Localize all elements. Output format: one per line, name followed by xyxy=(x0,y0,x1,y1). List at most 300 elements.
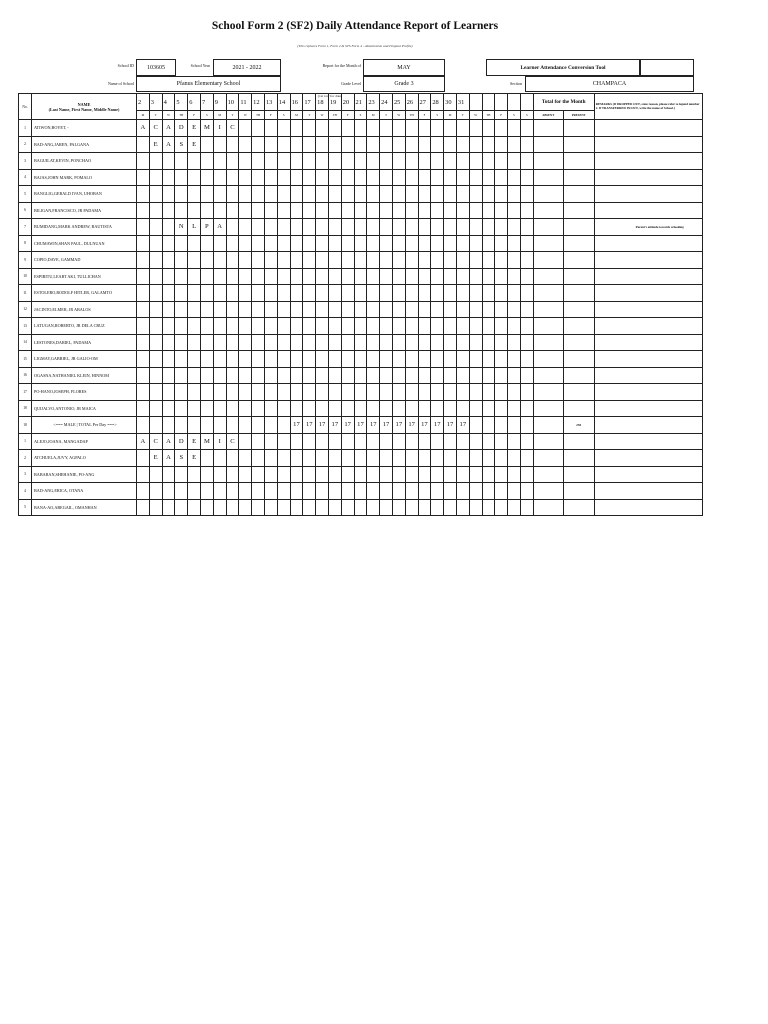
attendance-cell[interactable] xyxy=(149,169,162,186)
attendance-cell[interactable] xyxy=(367,169,380,186)
attendance-cell[interactable] xyxy=(418,400,431,417)
attendance-cell[interactable] xyxy=(520,219,533,236)
attendance-cell[interactable] xyxy=(175,268,188,285)
attendance-cell[interactable] xyxy=(495,169,508,186)
attendance-cell[interactable] xyxy=(175,285,188,302)
attendance-cell[interactable] xyxy=(418,136,431,153)
attendance-cell[interactable] xyxy=(469,450,482,467)
attendance-cell[interactable]: C xyxy=(149,120,162,137)
attendance-cell[interactable] xyxy=(341,202,354,219)
attendance-cell[interactable] xyxy=(469,367,482,384)
attendance-cell[interactable] xyxy=(431,466,444,483)
attendance-cell[interactable] xyxy=(392,301,405,318)
attendance-cell[interactable] xyxy=(137,483,150,500)
attendance-cell[interactable] xyxy=(418,367,431,384)
attendance-cell[interactable] xyxy=(162,466,175,483)
attendance-cell[interactable] xyxy=(431,334,444,351)
attendance-cell[interactable] xyxy=(405,466,418,483)
attendance-cell[interactable] xyxy=(264,301,277,318)
attendance-cell[interactable] xyxy=(456,351,469,368)
attendance-cell[interactable] xyxy=(431,400,444,417)
attendance-cell[interactable] xyxy=(328,186,341,203)
attendance-cell[interactable] xyxy=(444,235,457,252)
attendance-cell[interactable] xyxy=(367,466,380,483)
attendance-cell[interactable] xyxy=(341,433,354,450)
attendance-cell[interactable] xyxy=(316,268,329,285)
remarks-cell[interactable] xyxy=(594,351,702,368)
attendance-cell[interactable] xyxy=(495,384,508,401)
attendance-cell[interactable] xyxy=(290,334,303,351)
attendance-cell[interactable] xyxy=(328,301,341,318)
attendance-cell[interactable] xyxy=(482,367,495,384)
attendance-cell[interactable] xyxy=(264,367,277,384)
attendance-cell[interactable] xyxy=(405,219,418,236)
attendance-cell[interactable] xyxy=(175,169,188,186)
attendance-cell[interactable] xyxy=(239,285,252,302)
attendance-cell[interactable]: E xyxy=(188,450,201,467)
attendance-cell[interactable]: C xyxy=(226,433,239,450)
attendance-cell[interactable] xyxy=(520,450,533,467)
attendance-cell[interactable] xyxy=(290,318,303,335)
attendance-cell[interactable] xyxy=(316,483,329,500)
attendance-cell[interactable] xyxy=(508,285,521,302)
attendance-cell[interactable] xyxy=(149,153,162,170)
attendance-cell[interactable] xyxy=(341,318,354,335)
attendance-cell[interactable] xyxy=(137,136,150,153)
attendance-cell[interactable] xyxy=(456,334,469,351)
attendance-cell[interactable] xyxy=(482,153,495,170)
attendance-cell[interactable] xyxy=(213,136,226,153)
attendance-cell[interactable] xyxy=(520,169,533,186)
attendance-cell[interactable] xyxy=(290,450,303,467)
attendance-cell[interactable] xyxy=(520,483,533,500)
attendance-cell[interactable] xyxy=(392,367,405,384)
attendance-cell[interactable]: I xyxy=(213,433,226,450)
attendance-cell[interactable] xyxy=(520,318,533,335)
attendance-cell[interactable] xyxy=(380,400,393,417)
attendance-cell[interactable] xyxy=(213,384,226,401)
attendance-cell[interactable] xyxy=(380,120,393,137)
attendance-cell[interactable] xyxy=(149,334,162,351)
attendance-cell[interactable] xyxy=(264,186,277,203)
attendance-cell[interactable] xyxy=(508,367,521,384)
attendance-cell[interactable] xyxy=(431,351,444,368)
attendance-cell[interactable] xyxy=(290,120,303,137)
attendance-cell[interactable] xyxy=(367,219,380,236)
remarks-cell[interactable]: Parent's attitude towards schooling xyxy=(594,219,702,236)
attendance-cell[interactable] xyxy=(354,433,367,450)
attendance-cell[interactable] xyxy=(175,367,188,384)
attendance-cell[interactable] xyxy=(405,153,418,170)
attendance-cell[interactable] xyxy=(137,384,150,401)
attendance-cell[interactable] xyxy=(213,318,226,335)
attendance-cell[interactable] xyxy=(277,153,290,170)
attendance-cell[interactable] xyxy=(252,285,265,302)
attendance-cell[interactable] xyxy=(200,466,213,483)
remarks-cell[interactable] xyxy=(594,483,702,500)
attendance-cell[interactable] xyxy=(239,433,252,450)
attendance-cell[interactable] xyxy=(316,466,329,483)
attendance-cell[interactable] xyxy=(469,202,482,219)
attendance-cell[interactable] xyxy=(252,499,265,516)
attendance-cell[interactable] xyxy=(188,466,201,483)
attendance-cell[interactable] xyxy=(431,186,444,203)
attendance-cell[interactable] xyxy=(264,235,277,252)
attendance-cell[interactable] xyxy=(354,285,367,302)
attendance-cell[interactable] xyxy=(252,400,265,417)
month-field[interactable]: MAY xyxy=(363,59,445,76)
attendance-cell[interactable] xyxy=(316,235,329,252)
attendance-cell[interactable] xyxy=(264,268,277,285)
remarks-cell[interactable] xyxy=(594,433,702,450)
attendance-cell[interactable] xyxy=(367,499,380,516)
attendance-cell[interactable] xyxy=(188,153,201,170)
attendance-cell[interactable] xyxy=(277,400,290,417)
attendance-cell[interactable] xyxy=(277,120,290,137)
attendance-cell[interactable] xyxy=(239,466,252,483)
attendance-cell[interactable] xyxy=(200,334,213,351)
attendance-cell[interactable] xyxy=(482,433,495,450)
attendance-cell[interactable] xyxy=(200,483,213,500)
attendance-cell[interactable] xyxy=(469,433,482,450)
attendance-cell[interactable] xyxy=(418,186,431,203)
attendance-cell[interactable] xyxy=(444,120,457,137)
attendance-cell[interactable] xyxy=(456,202,469,219)
attendance-cell[interactable] xyxy=(508,202,521,219)
attendance-cell[interactable] xyxy=(200,153,213,170)
attendance-cell[interactable] xyxy=(367,400,380,417)
attendance-cell[interactable] xyxy=(328,268,341,285)
attendance-cell[interactable] xyxy=(354,169,367,186)
attendance-cell[interactable] xyxy=(303,466,316,483)
attendance-cell[interactable] xyxy=(405,433,418,450)
attendance-cell[interactable] xyxy=(200,351,213,368)
attendance-cell[interactable] xyxy=(367,351,380,368)
attendance-cell[interactable] xyxy=(213,450,226,467)
school-year-field[interactable]: 2021 - 2022 xyxy=(213,59,281,76)
attendance-cell[interactable] xyxy=(367,301,380,318)
attendance-cell[interactable]: A xyxy=(162,433,175,450)
attendance-cell[interactable] xyxy=(303,450,316,467)
attendance-cell[interactable] xyxy=(188,285,201,302)
attendance-cell[interactable] xyxy=(239,252,252,269)
remarks-cell[interactable] xyxy=(594,466,702,483)
attendance-cell[interactable] xyxy=(188,384,201,401)
attendance-cell[interactable] xyxy=(456,252,469,269)
attendance-cell[interactable] xyxy=(328,136,341,153)
attendance-cell[interactable] xyxy=(264,351,277,368)
attendance-cell[interactable] xyxy=(213,483,226,500)
attendance-cell[interactable] xyxy=(520,120,533,137)
attendance-cell[interactable] xyxy=(252,219,265,236)
attendance-cell[interactable] xyxy=(252,169,265,186)
attendance-cell[interactable]: D xyxy=(175,433,188,450)
attendance-cell[interactable] xyxy=(495,186,508,203)
attendance-cell[interactable] xyxy=(316,318,329,335)
attendance-cell[interactable] xyxy=(380,169,393,186)
attendance-cell[interactable] xyxy=(239,483,252,500)
attendance-cell[interactable]: P xyxy=(200,219,213,236)
attendance-cell[interactable] xyxy=(469,499,482,516)
attendance-cell[interactable] xyxy=(444,384,457,401)
attendance-cell[interactable] xyxy=(264,153,277,170)
attendance-cell[interactable] xyxy=(316,202,329,219)
attendance-cell[interactable] xyxy=(380,268,393,285)
attendance-cell[interactable] xyxy=(508,351,521,368)
attendance-cell[interactable] xyxy=(162,367,175,384)
attendance-cell[interactable] xyxy=(290,400,303,417)
attendance-cell[interactable] xyxy=(213,268,226,285)
attendance-cell[interactable] xyxy=(482,268,495,285)
attendance-cell[interactable] xyxy=(392,318,405,335)
attendance-cell[interactable] xyxy=(405,351,418,368)
attendance-cell[interactable] xyxy=(405,285,418,302)
attendance-cell[interactable] xyxy=(226,219,239,236)
attendance-cell[interactable] xyxy=(200,499,213,516)
attendance-cell[interactable] xyxy=(456,318,469,335)
attendance-cell[interactable] xyxy=(341,400,354,417)
attendance-cell[interactable] xyxy=(482,235,495,252)
attendance-cell[interactable] xyxy=(367,153,380,170)
attendance-cell[interactable] xyxy=(380,235,393,252)
attendance-cell[interactable] xyxy=(328,153,341,170)
attendance-cell[interactable] xyxy=(354,334,367,351)
attendance-cell[interactable] xyxy=(392,400,405,417)
attendance-cell[interactable] xyxy=(264,466,277,483)
attendance-cell[interactable] xyxy=(239,120,252,137)
attendance-cell[interactable] xyxy=(431,499,444,516)
attendance-cell[interactable] xyxy=(175,318,188,335)
attendance-cell[interactable] xyxy=(392,169,405,186)
attendance-cell[interactable] xyxy=(380,334,393,351)
attendance-cell[interactable] xyxy=(264,400,277,417)
attendance-cell[interactable] xyxy=(508,334,521,351)
attendance-cell[interactable] xyxy=(380,153,393,170)
attendance-cell[interactable] xyxy=(431,483,444,500)
attendance-cell[interactable] xyxy=(290,483,303,500)
attendance-cell[interactable] xyxy=(290,268,303,285)
attendance-cell[interactable] xyxy=(162,384,175,401)
attendance-cell[interactable] xyxy=(277,136,290,153)
attendance-cell[interactable] xyxy=(175,483,188,500)
attendance-cell[interactable] xyxy=(137,186,150,203)
attendance-cell[interactable] xyxy=(392,219,405,236)
attendance-cell[interactable]: A xyxy=(137,120,150,137)
attendance-cell[interactable] xyxy=(188,499,201,516)
attendance-cell[interactable]: A xyxy=(213,219,226,236)
attendance-cell[interactable] xyxy=(252,351,265,368)
attendance-cell[interactable] xyxy=(405,318,418,335)
attendance-cell[interactable] xyxy=(431,169,444,186)
attendance-cell[interactable] xyxy=(418,318,431,335)
attendance-cell[interactable] xyxy=(405,252,418,269)
attendance-cell[interactable] xyxy=(303,186,316,203)
attendance-cell[interactable] xyxy=(239,400,252,417)
attendance-cell[interactable]: E xyxy=(149,450,162,467)
attendance-cell[interactable] xyxy=(341,252,354,269)
attendance-cell[interactable]: D xyxy=(175,120,188,137)
attendance-cell[interactable] xyxy=(354,499,367,516)
attendance-cell[interactable] xyxy=(392,466,405,483)
attendance-cell[interactable] xyxy=(328,285,341,302)
attendance-cell[interactable] xyxy=(405,384,418,401)
attendance-cell[interactable] xyxy=(469,301,482,318)
attendance-cell[interactable] xyxy=(137,400,150,417)
attendance-cell[interactable] xyxy=(290,136,303,153)
attendance-cell[interactable] xyxy=(188,169,201,186)
attendance-cell[interactable] xyxy=(200,136,213,153)
attendance-cell[interactable] xyxy=(456,301,469,318)
attendance-cell[interactable] xyxy=(264,169,277,186)
attendance-cell[interactable] xyxy=(137,301,150,318)
attendance-cell[interactable] xyxy=(418,219,431,236)
attendance-cell[interactable] xyxy=(508,400,521,417)
attendance-cell[interactable] xyxy=(444,483,457,500)
attendance-cell[interactable] xyxy=(175,466,188,483)
attendance-cell[interactable] xyxy=(252,153,265,170)
attendance-cell[interactable] xyxy=(200,235,213,252)
attendance-cell[interactable] xyxy=(277,433,290,450)
attendance-cell[interactable] xyxy=(277,186,290,203)
attendance-cell[interactable] xyxy=(405,186,418,203)
attendance-cell[interactable] xyxy=(328,202,341,219)
attendance-cell[interactable] xyxy=(149,466,162,483)
attendance-cell[interactable] xyxy=(188,235,201,252)
attendance-cell[interactable] xyxy=(137,268,150,285)
attendance-cell[interactable] xyxy=(508,235,521,252)
attendance-cell[interactable] xyxy=(226,136,239,153)
attendance-cell[interactable] xyxy=(456,367,469,384)
attendance-cell[interactable] xyxy=(341,235,354,252)
attendance-cell[interactable] xyxy=(508,186,521,203)
attendance-cell[interactable] xyxy=(290,351,303,368)
attendance-cell[interactable]: C xyxy=(149,433,162,450)
attendance-cell[interactable]: C xyxy=(226,120,239,137)
attendance-cell[interactable] xyxy=(200,301,213,318)
attendance-cell[interactable] xyxy=(341,219,354,236)
attendance-cell[interactable] xyxy=(316,384,329,401)
attendance-cell[interactable] xyxy=(520,301,533,318)
attendance-cell[interactable] xyxy=(328,219,341,236)
attendance-cell[interactable] xyxy=(328,120,341,137)
attendance-cell[interactable] xyxy=(380,252,393,269)
attendance-cell[interactable] xyxy=(380,483,393,500)
attendance-cell[interactable] xyxy=(137,252,150,269)
attendance-cell[interactable] xyxy=(482,483,495,500)
attendance-cell[interactable] xyxy=(290,235,303,252)
attendance-cell[interactable] xyxy=(200,318,213,335)
attendance-cell[interactable] xyxy=(405,400,418,417)
attendance-cell[interactable] xyxy=(380,433,393,450)
attendance-cell[interactable] xyxy=(367,483,380,500)
attendance-cell[interactable] xyxy=(213,334,226,351)
attendance-cell[interactable] xyxy=(200,169,213,186)
attendance-cell[interactable] xyxy=(200,450,213,467)
attendance-cell[interactable] xyxy=(226,450,239,467)
attendance-cell[interactable] xyxy=(444,136,457,153)
remarks-cell[interactable] xyxy=(594,169,702,186)
attendance-cell[interactable] xyxy=(469,252,482,269)
attendance-cell[interactable]: I xyxy=(213,120,226,137)
attendance-cell[interactable] xyxy=(213,367,226,384)
attendance-cell[interactable] xyxy=(239,169,252,186)
attendance-cell[interactable] xyxy=(149,301,162,318)
attendance-cell[interactable] xyxy=(392,252,405,269)
attendance-cell[interactable] xyxy=(226,301,239,318)
attendance-cell[interactable] xyxy=(482,120,495,137)
attendance-cell[interactable] xyxy=(175,186,188,203)
attendance-cell[interactable] xyxy=(367,202,380,219)
attendance-cell[interactable] xyxy=(264,483,277,500)
attendance-cell[interactable] xyxy=(456,186,469,203)
attendance-cell[interactable] xyxy=(137,351,150,368)
attendance-cell[interactable]: E xyxy=(188,433,201,450)
attendance-cell[interactable] xyxy=(469,483,482,500)
attendance-cell[interactable] xyxy=(328,483,341,500)
attendance-cell[interactable] xyxy=(354,351,367,368)
attendance-cell[interactable] xyxy=(213,169,226,186)
attendance-cell[interactable] xyxy=(482,450,495,467)
attendance-cell[interactable] xyxy=(316,285,329,302)
remarks-cell[interactable] xyxy=(594,153,702,170)
attendance-cell[interactable] xyxy=(162,169,175,186)
attendance-cell[interactable] xyxy=(175,252,188,269)
attendance-cell[interactable] xyxy=(264,252,277,269)
attendance-cell[interactable] xyxy=(495,318,508,335)
attendance-cell[interactable] xyxy=(418,384,431,401)
attendance-cell[interactable] xyxy=(495,285,508,302)
attendance-cell[interactable] xyxy=(252,120,265,137)
attendance-cell[interactable] xyxy=(392,235,405,252)
attendance-cell[interactable] xyxy=(239,318,252,335)
attendance-cell[interactable] xyxy=(392,483,405,500)
attendance-cell[interactable] xyxy=(444,318,457,335)
attendance-cell[interactable] xyxy=(405,450,418,467)
attendance-cell[interactable] xyxy=(303,235,316,252)
attendance-cell[interactable] xyxy=(162,483,175,500)
attendance-cell[interactable] xyxy=(469,466,482,483)
attendance-cell[interactable] xyxy=(239,351,252,368)
attendance-cell[interactable] xyxy=(354,202,367,219)
attendance-cell[interactable] xyxy=(482,384,495,401)
attendance-cell[interactable] xyxy=(316,186,329,203)
attendance-cell[interactable] xyxy=(495,400,508,417)
attendance-cell[interactable] xyxy=(431,252,444,269)
attendance-cell[interactable]: E xyxy=(188,136,201,153)
attendance-cell[interactable] xyxy=(277,285,290,302)
attendance-cell[interactable] xyxy=(162,153,175,170)
attendance-cell[interactable] xyxy=(175,202,188,219)
attendance-cell[interactable] xyxy=(418,450,431,467)
remarks-cell[interactable] xyxy=(594,186,702,203)
attendance-cell[interactable] xyxy=(277,334,290,351)
attendance-cell[interactable] xyxy=(380,367,393,384)
attendance-cell[interactable] xyxy=(175,499,188,516)
attendance-cell[interactable] xyxy=(316,153,329,170)
attendance-cell[interactable] xyxy=(328,318,341,335)
attendance-cell[interactable] xyxy=(239,334,252,351)
attendance-cell[interactable]: A xyxy=(162,136,175,153)
attendance-cell[interactable] xyxy=(354,384,367,401)
attendance-cell[interactable] xyxy=(508,483,521,500)
attendance-cell[interactable] xyxy=(380,219,393,236)
attendance-cell[interactable] xyxy=(392,136,405,153)
attendance-cell[interactable] xyxy=(137,169,150,186)
attendance-cell[interactable] xyxy=(482,252,495,269)
attendance-cell[interactable] xyxy=(495,153,508,170)
attendance-cell[interactable] xyxy=(495,499,508,516)
attendance-cell[interactable] xyxy=(316,252,329,269)
